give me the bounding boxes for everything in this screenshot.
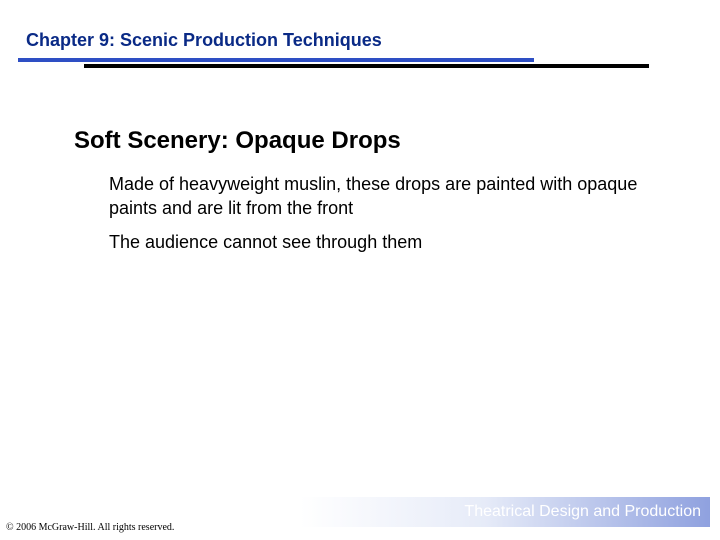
bullet-item: The audience cannot see through them xyxy=(109,232,423,252)
bullet-item: Made of heavyweight muslin, these drops are painted with opaque paints and are lit from the front xyxy=(109,174,638,218)
header-rule-blue xyxy=(18,58,534,62)
copyright-notice: © 2006 McGraw-Hill. All rights reserved. xyxy=(6,522,175,533)
chapter-header: Chapter 9: Scenic Production Techniques xyxy=(26,30,382,50)
header-rule-black xyxy=(84,64,649,68)
slide-title: Soft Scenery: Opaque Drops xyxy=(74,127,401,154)
footer-book-title: Theatrical Design and Production xyxy=(464,503,701,520)
